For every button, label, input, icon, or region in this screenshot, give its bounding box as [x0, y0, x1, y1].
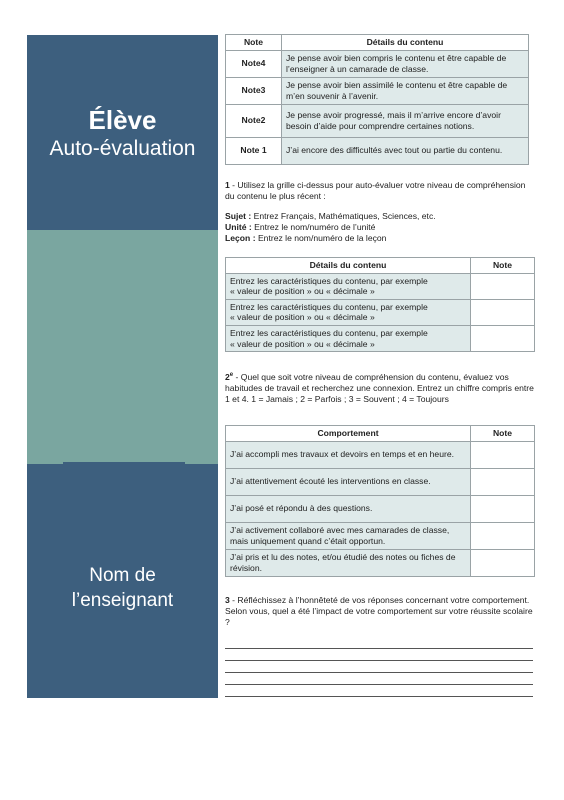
subject-label: Sujet :: [225, 211, 252, 221]
table-row: [226, 77, 529, 104]
behavior-cell: J’ai pris et lu des notes, et/ou étudié des notes ou fiches de révision.: [226, 549, 471, 576]
note-description: Je pense avoir bien assimilé le contenu et être capable de m’en souvenir à l’avenir.: [282, 77, 529, 104]
behavior-cell: J’ai attentivement écouté les interventions en classe.: [226, 468, 471, 495]
behavior-cell: J’ai activement collaboré avec mes camarades de classe, mais uniquement quand c’était opportun.: [226, 522, 471, 549]
note-entry-cell[interactable]: [471, 522, 535, 549]
behavior-cell: J’ai posé et répondu à des questions.: [226, 495, 471, 522]
section-text: - Utilisez la grille ci-dessus pour auto-évaluer votre niveau de compréhension du contenu le plus récent :: [225, 180, 526, 201]
content-detail-cell: [226, 273, 471, 299]
section-3-instructions: [225, 595, 535, 628]
note-entry-cell[interactable]: [471, 273, 535, 299]
notes-table: [225, 34, 529, 165]
note-label: Note 1: [226, 137, 282, 164]
unit-text: Entrez le nom/numéro de l’unité: [251, 222, 376, 232]
note-entry-cell[interactable]: [471, 299, 535, 325]
note-entry-cell[interactable]: [471, 549, 535, 576]
answer-line[interactable]: [225, 672, 533, 673]
detail-line: « valeur de position » ou « décimale »: [230, 312, 375, 323]
unit-label: Unité :: [225, 222, 252, 232]
behavior-header: Comportement: [226, 426, 471, 442]
table-row: [226, 137, 529, 164]
section-number: 2: [225, 371, 230, 382]
section-sup: e: [229, 372, 234, 378]
section-text: - Quel que soit votre niveau de compréhension du contenu, évaluez vos habitudes de travail et recherchez une connexion. Entrez un chiffre compris entre 1 et 4. 1 = Jamais ; 2 = Parfois ; 3 = Souvent ; 4 = Toujours: [225, 371, 534, 404]
notes-header-note: Note: [226, 35, 282, 51]
table-row: [226, 495, 535, 522]
behavior-table: [225, 425, 535, 577]
section-2-instructions: [225, 370, 535, 405]
note-description: Je pense avoir progressé, mais il m’arrive encore d’avoir besoin d’aide pour comprendre certaines notions.: [282, 104, 529, 137]
teacher-line-2: l’enseignant: [71, 590, 174, 611]
answer-line[interactable]: [225, 648, 533, 649]
detail-line: Entrez les caractéristiques du contenu, par exemple: [230, 275, 428, 286]
self-assessment-subtitle: Auto-évaluation: [49, 137, 196, 160]
note-entry-cell[interactable]: [471, 468, 535, 495]
sidebar-icon-panel: [27, 230, 218, 464]
table-row: [226, 325, 535, 351]
section-1-instructions: [225, 180, 535, 244]
detail-line: Entrez les caractéristiques du contenu, par exemple: [230, 301, 428, 312]
table-row: [226, 549, 535, 576]
note-entry-cell[interactable]: [471, 441, 535, 468]
table-row: [226, 273, 535, 299]
answer-line[interactable]: [225, 696, 533, 697]
behavior-header-note: Note: [471, 426, 535, 442]
detail-line: Entrez les caractéristiques du contenu, par exemple: [230, 327, 428, 338]
sidebar-header-panel: [27, 35, 218, 230]
table-row: [226, 104, 529, 137]
note-description: J’ai encore des difficultés avec tout ou partie du contenu.: [282, 137, 529, 164]
table-row: [226, 468, 535, 495]
details-header-note: Note: [471, 258, 535, 274]
section-number: 3: [225, 595, 230, 605]
lesson-label: Leçon :: [225, 233, 256, 243]
teacher-name-label: [27, 563, 218, 613]
teacher-line-1: Nom de: [89, 565, 156, 586]
table-row: [226, 299, 535, 325]
note-label: Note3: [226, 77, 282, 104]
table-row: [226, 522, 535, 549]
answer-line[interactable]: [225, 684, 533, 685]
subject-text: Entrez Français, Mathématiques, Sciences, etc.: [251, 211, 436, 221]
note-entry-cell[interactable]: [471, 325, 535, 351]
note-label: Note4: [226, 50, 282, 77]
student-title: Élève: [88, 105, 157, 135]
notes-header-details: Détails du contenu: [282, 35, 529, 51]
table-row: [226, 441, 535, 468]
section-text: - Réfléchissez à l’honnêteté de vos réponses concernant votre comportement. Selon vous, quel a été l’impact de votre comportement sur votre réussite scolaire ?: [225, 595, 533, 627]
detail-line: « valeur de position » ou « décimale »: [230, 338, 375, 349]
note-entry-cell[interactable]: [471, 495, 535, 522]
table-row: [226, 50, 529, 77]
content-detail-cell: [226, 299, 471, 325]
details-header-content: Détails du contenu: [226, 258, 471, 274]
note-label: Note2: [226, 104, 282, 137]
detail-line: « valeur de position » ou « décimale »: [230, 286, 375, 297]
behavior-cell: J’ai accompli mes travaux et devoirs en temps et en heure.: [226, 441, 471, 468]
content-details-table: [225, 257, 535, 352]
note-description: Je pense avoir bien compris le contenu et être capable de l’enseigner à un camarade de classe.: [282, 50, 529, 77]
sidebar: [27, 35, 218, 698]
lesson-text: Entrez le nom/numéro de la leçon: [255, 233, 387, 243]
answer-line[interactable]: [225, 660, 533, 661]
content-detail-cell: [226, 325, 471, 351]
section-number: 1: [225, 180, 230, 190]
